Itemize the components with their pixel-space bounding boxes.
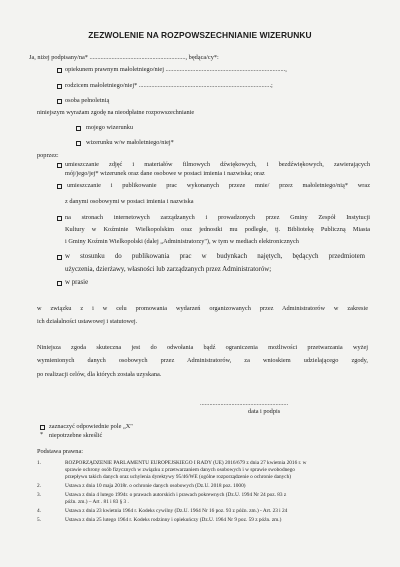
checkbox-minor-image[interactable] <box>76 141 81 146</box>
legal-item-line: Ustawa z dnia 4 lutego 1994r. o prawach autorskich i prawach pokrewnych (Dz.U. 1994 Nr 24 poz. 83 z <box>65 492 287 498</box>
checkbox-websites[interactable] <box>57 216 62 221</box>
checkbox-photos[interactable] <box>57 163 62 168</box>
checkbox-adult[interactable] <box>57 99 62 104</box>
legal-item-line: przepływu takich danych oraz uchylenia dyrektywy 95/46/WE (ogólne rozporządzenie o ochronie danych) <box>65 474 292 480</box>
item-works-line1: umieszczanie i publikowanie prac wykonanych przeze mnie/ przez małoletniego/nią* wraz <box>67 182 370 189</box>
option-adult: osoba pełnoletnią <box>65 97 110 104</box>
legal-item-line: ROZPORZĄDZENIE PARLAMENTU EUROPEJSKIEGO I RADY (UE) 2016/679 z dnia 27 kwietnia 2016 r. w <box>65 460 307 466</box>
legal-item-num: 3. <box>37 492 41 498</box>
legal-item-line: późn. zm.) – Art . 81 i 83 § 3 . <box>65 499 129 505</box>
checkbox-works[interactable] <box>57 184 62 189</box>
legal-item-num: 1. <box>37 460 41 466</box>
through-label: poprzez: <box>37 152 59 159</box>
legal-item-line: Ustawa z dnia 23 kwietnia 1964 r. Kodeks cywilny (Dz.U. 1964 Nr 16 poz. 93 z późn. zm.) - Art. 23 i 24 <box>65 508 288 514</box>
item-photos-line2: mój/jego/jej* wizerunek oraz dane osobowe w postaci imienia i nazwiska; oraz <box>65 170 265 177</box>
revocation-line3: po realizacji celów, dla których została uzyskana. <box>37 371 162 378</box>
note-star: * <box>40 431 44 438</box>
legal-item-line: Ustawa z dnia 10 maja 2018r. o ochronie danych osobowych (Dz.U. 2018 poz. 1000) <box>65 483 246 489</box>
legal-item-num: 2. <box>37 483 41 489</box>
item-photos-line1: umieszczanie zdjęć i materiałów filmowych dźwiękowych, i bezdźwiękowych, zawierających <box>65 161 370 168</box>
option-own-image: mojego wizerunku <box>86 124 134 131</box>
note-unneeded: niepotrzebne skreślić <box>49 432 103 439</box>
item-websites-line2: Kultury w Koźminie Wielkopolskim oraz jednostki mu podległe, tj. Bibliotekę Publiczną Miasta <box>65 226 370 233</box>
item-press: w prasie <box>65 279 89 286</box>
purpose-line1: w związku z i w celu promowania wydarzeń organizowanych przez Administratorów w zakresie <box>37 305 368 312</box>
signature-field[interactable]: ........................................................ <box>200 400 289 407</box>
revocation-line1: Niniejsza zgoda skuteczna jest do odwołania bądź ograniczenia możliwości przetwarzania wyżej <box>37 344 368 351</box>
checkbox-own-image[interactable] <box>76 126 81 131</box>
purpose-line2: ich działalności ustawowej i statutowej. <box>37 318 138 325</box>
item-works-line2: z danymi osobowymi w postaci imienia i nazwiska <box>65 198 194 205</box>
note-mark: zaznaczyć odpowiednie pole „X" <box>49 423 133 430</box>
revocation-line2: wymienionych danych osobowych przez Administratorów, za wnioskiem udzielającego zgody, <box>37 357 368 364</box>
document-title: ZEZWOLENIE NA ROZPOWSZECHNIANIE WIZERUNKU <box>88 30 312 40</box>
legal-item-num: 4. <box>37 508 41 514</box>
option-minor-image: wizerunku w/w małoletniego/niej* <box>86 139 174 146</box>
consent-line: niniejszym wyrażam zgodę na nieodpłatne rozpowszechnianie <box>37 109 195 116</box>
signature-label: data i podpis <box>248 408 281 415</box>
signer-line: Ja, niżej podpisany/na* ............................................................., będąca/cy*: <box>29 54 219 61</box>
checkbox-guardian[interactable] <box>57 68 62 73</box>
item-websites-line1: na stronach internetowych zarządzanych i prowadzonych przez Gminy Zespół Instytucji <box>65 214 370 221</box>
option-guardian: opiekunem prawnym małoletniego/niej ............................................................................, <box>65 66 287 73</box>
item-buildings-line1: w stosunku do publikowania prac w budynkach najętych, będących przedmiotem <box>65 253 365 260</box>
checkbox-parent[interactable] <box>57 84 62 89</box>
option-parent: rodzicem małoletniego/niej* ....................................................................................; <box>65 82 273 89</box>
legal-heading: Podstawa prawna: <box>37 448 83 455</box>
checkbox-press[interactable] <box>57 281 62 286</box>
legal-item-line: Ustawa z dnia 25 lutego 1964 r. Kodeks rodzinny i opiekuńczy (Dz.U. 1964 Nr 9 poz. 59 z późn. zm.) <box>65 517 282 523</box>
item-buildings-line2: użyczenia, dzierżawy, własności lub zarządzanych przez Administratorów; <box>65 266 272 273</box>
legal-item-line: sprawie ochrony osób fizycznych w związku z przetwarzaniem danych osobowych i w sprawie swobodnego <box>65 467 295 473</box>
legal-item-num: 5. <box>37 517 41 523</box>
legend-checkbox-icon <box>40 425 45 430</box>
item-websites-line3: i Gminy Koźmin Wielkopolski (dalej „Administratorzy"), w tym w mediach elektronicznych <box>65 238 299 245</box>
checkbox-buildings[interactable] <box>57 255 62 260</box>
